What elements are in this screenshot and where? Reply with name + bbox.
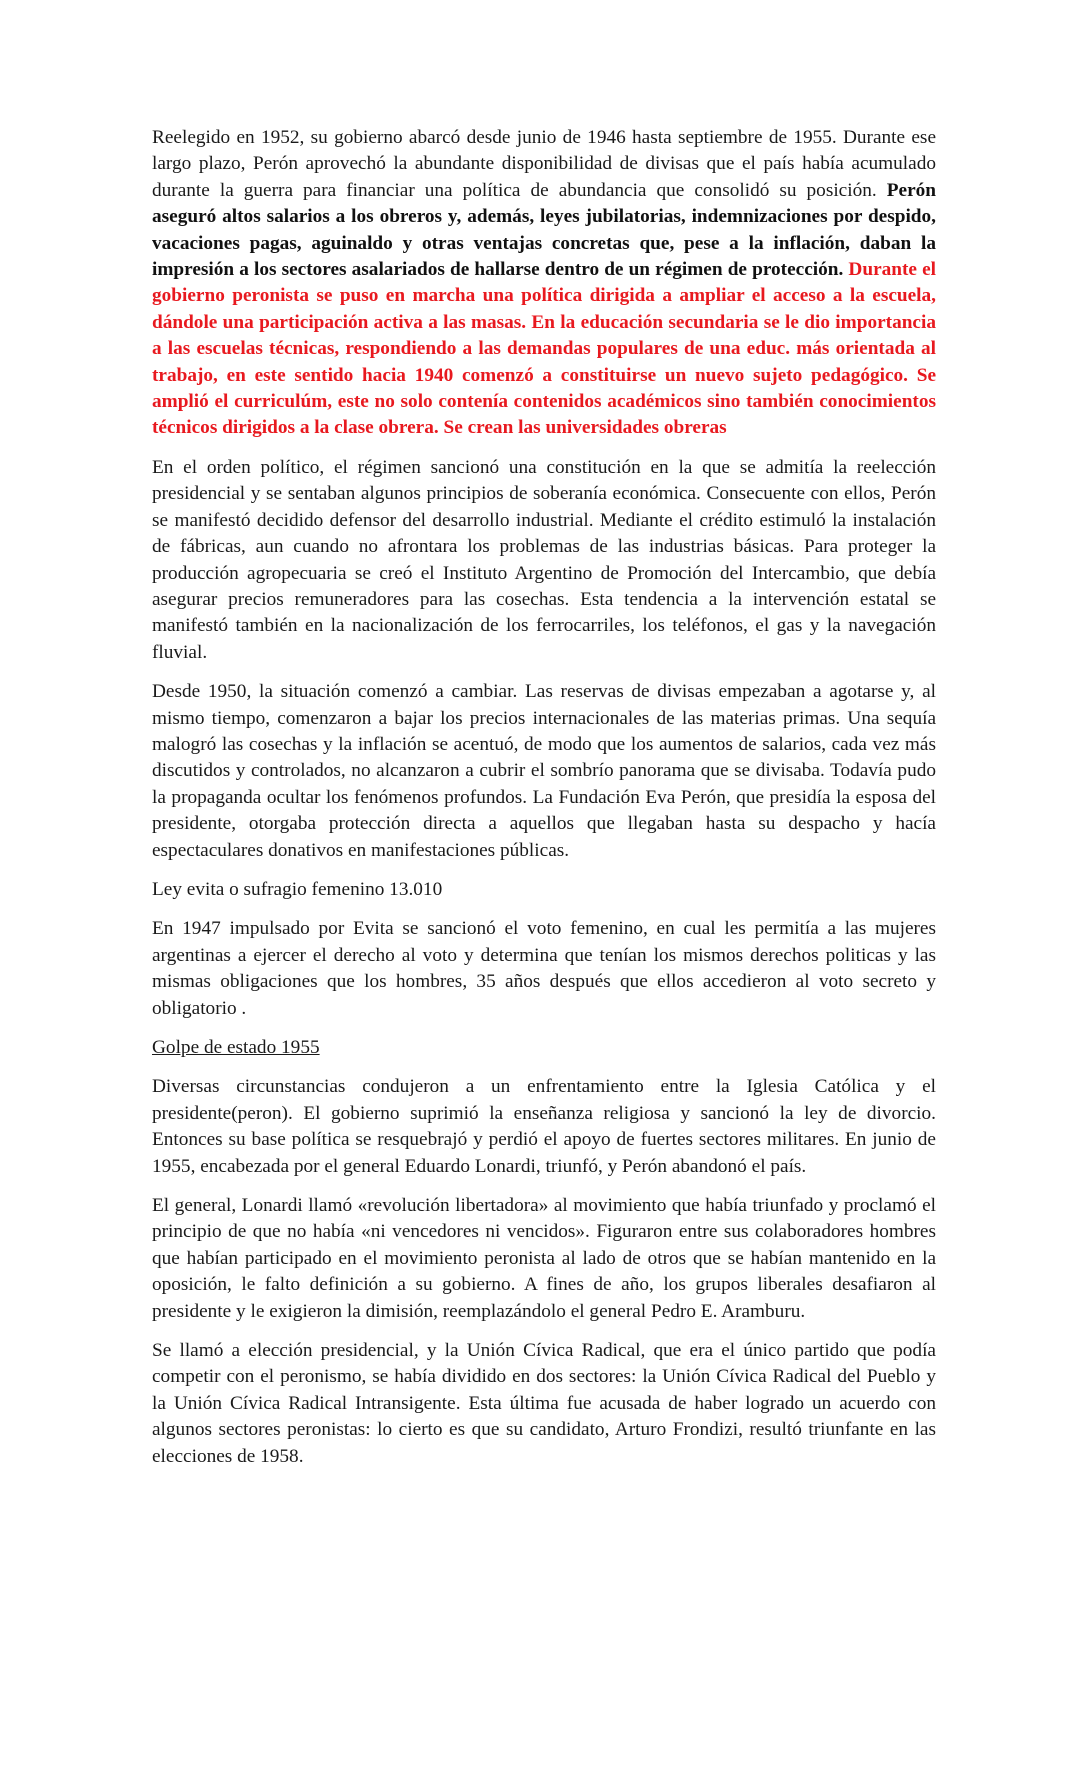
- paragraph-church-conflict: Diversas circunstancias condujeron a un enfrentamiento entre la Iglesia Católica y el presidente(peron). El gobierno suprimió la enseñanza religiosa y sancionó la ley de divorcio. Entonces su base política se resquebrajó y perdió el apoyo de fuertes sectores militares. En junio de 1955, encabezada por el general Eduardo Lonardi, triunfó, y Perón abandonó el país.: [152, 1076, 936, 1177]
- paragraph-text: Reelegido en 1952, su gobierno abarcó desde junio de 1946 hasta septiembre de 1955. Durante ese largo plazo, Perón aprovechó la abundante disponibilidad de divisas que el país había acumulado durante la guerra para financiar una política de abundancia que consolidó su posición.: [152, 127, 936, 201]
- document-page: [152, 125, 936, 1483]
- paragraph-situation-1950: Desde 1950, la situación comenzó a cambiar. Las reservas de divisas empezaban a agotarse y, al mismo tiempo, comenzaron a bajar los precios internacionales de las materias primas. Una sequía malogró las cosechas y la inflación se acentuó, de modo que los aumentos de salarios, cada vez más discutidos y controlados, no alcanzaron a cubrir el sombrío panorama que se divisaba. Todavía pudo la propaganda ocultar los fenómenos profundos. La Fundación Eva Perón, que presidía la esposa del presidente, otorgaba protección directa a aquellos que llegaban hasta su despacho y hacía espectaculares donativos en manifestaciones públicas.: [152, 681, 936, 861]
- heading-golpe-1955: Golpe de estado 1955: [152, 1037, 320, 1058]
- paragraph-female-vote: En 1947 impulsado por Evita se sancionó el voto femenino, en cual les permitía a las mujeres argentinas a ejercer el derecho al voto y determina que tenían los mismos derechos politicas y las mismas obligaciones que los hombres, 35 años después que ellos accedieron al voto secreto y obligatorio .: [152, 918, 936, 1019]
- red-text-education-policy: Durante el gobierno peronista se puso en marcha una política dirigida a ampliar el acceso a la escuela, dándole una participación activa a las masas. En la educación secundaria se le dio importancia a las escuelas técnicas, respondiendo a las demandas populares de una educ. más orientada al trabajo, en este sentido hacia 1940 comenzó a constituirse un nuevo sujeto pedagógico. Se amplió el curriculúm, este no solo contenía contenidos académicos sino también conocimientos técnicos dirigidos a la clase obrera. Se crean las universidades obreras: [152, 259, 936, 439]
- paragraph-political-order: En el orden político, el régimen sancionó una constitución en la que se admitía la reelección presidencial y se sentaban algunos principios de soberanía económica. Consecuente con ellos, Perón se manifestó decidido defensor del desarrollo industrial. Mediante el crédito estimuló la instalación de fábricas, aun cuando no afrontara los problemas de las industrias básicas. Para proteger la producción agropecuaria se creó el Instituto Argentino de Promoción del Intercambio, que debía asegurar precios remuneradores para las cosechas. Esta tendencia a la intervención estatal se manifestó también en la nacionalización de los ferrocarriles, los teléfonos, el gas y la navegación fluvial.: [152, 456, 936, 663]
- paragraph-peron-government: [152, 125, 936, 442]
- paragraph-elections-1958: Se llamó a elección presidencial, y la Unión Cívica Radical, que era el único partido que podía competir con el peronismo, se había dividido en dos sectores: la Unión Cívica Radical del Pueblo y la Unión Cívica Radical Intransigente. Esta última fue acusada de haber logrado un acuerdo con algunos sectores peronistas: lo cierto es que su candidato, Arturo Frondizi, resultó triunfante en las elecciones de 1958.: [152, 1340, 936, 1467]
- bold-text-workers-benefits: Perón aseguró altos salarios a los obreros y, además, leyes jubilatorias, indemnizaciones por despido, vacaciones pagas, aguinaldo y otras ventajas concretas que, pese a la inflación, daban la impresión a los sectores asalariados de hallarse dentro de un régimen de protección.: [152, 179, 936, 281]
- heading-ley-evita: Ley evita o sufragio femenino 13.010: [152, 878, 443, 900]
- paragraph-revolucion-libertadora: El general, Lonardi llamó «revolución libertadora» al movimiento que había triunfado y proclamó el principio de que no había «ni vencedores ni vencidos». Figuraron entre sus colaboradores hombres que habían participado en el movimiento peronista al lado de otros que se habían mantenido en la oposición, le falto definición a su gobierno. A fines de año, los grupos liberales desafiaron al presidente y le exigieron la dimisión, reemplazándolo el general Pedro E. Aramburu.: [152, 1195, 936, 1322]
